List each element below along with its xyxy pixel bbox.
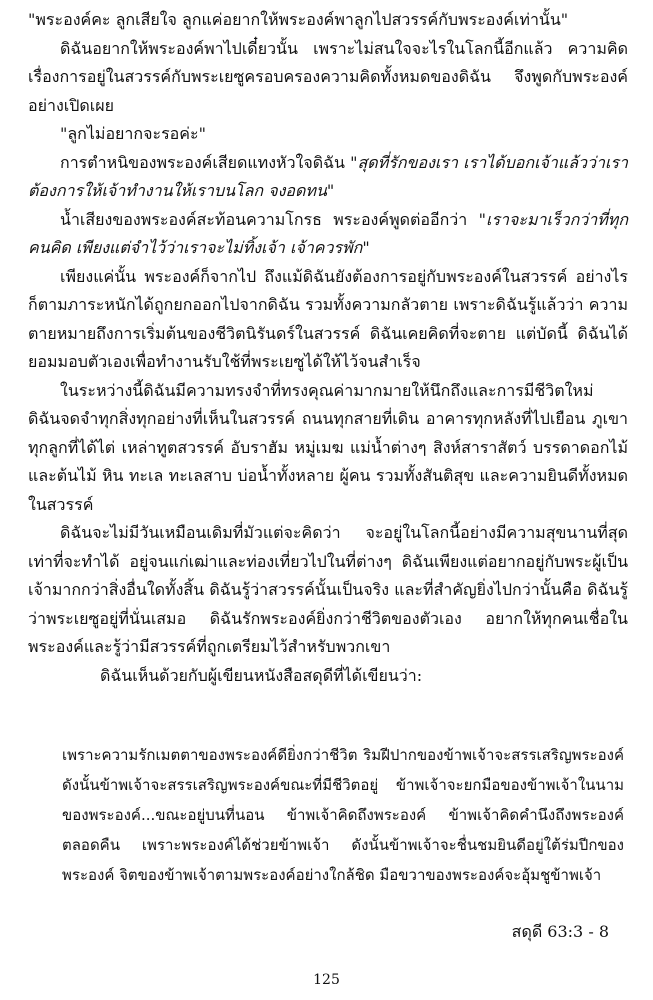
paragraph-4 [28,149,628,206]
paragraph-2: ดิฉันอยากให้พระองค์พาไปเดี๋ยวนั้น เพราะไม่สนใจจะไรในโลกนี้อีกแล้ว ความคิดเรื่องการอยู่ในสวรรค์กับพระเยซูครอบครองความคิดทั้งหมดของดิฉัน จึงพูดกับพระองค์อย่างเปิดเผย [28,38,628,115]
paragraph-3: "ลูกไม่อยากจะรอค่ะ" [60,124,206,143]
paragraph-4-text: การตำหนิของพระองค์เสียดแทงหัวใจดิฉัน [60,152,351,172]
paragraph-8: ดิฉันจะไม่มีวันเหมือนเดิมที่มัวแต่จะคิดว่า จะอยู่ในโลกนี้อย่างมีความสุขนานที่สุดเท่าที่จะทำได้ อยู่จนแก่เฒ่าและท่องเที่ยวไปในที่ต่างๆ ดิฉันเพียงแต่อยากอยู่กับพระผู้เป็นเจ้ามากกว่าสิ่งอื่นใดทั้งสิ้น ดิฉันรู้ว่าสวรรค์นั้นเป็นจริง และที่สำคัญยิ่งไปกว่านั้นคือ ดิฉันรู้ว่าพระเยซูอยู่ที่นั่นเสมอ ดิฉันรักพระองค์ยิ่งกว่าชีวิตของตัวเอง อยากให้ทุกคนเชื่อในพระองค์และรู้ว่ามีสวรรค์ที่ถูกเตรียมไว้สำหรับพวกเขา [28,523,628,656]
paragraph-9: ดิฉันเห็นด้วยกับผู้เขียนหนังสือสดุดีที่ได้เขียนว่า: [100,665,423,685]
paragraph-6: เพียงแค่นั้น พระองค์ก็จากไป ถึงแม้ดิฉันยังต้องการอยู่กับพระองค์ในสวรรค์ อย่างไรก็ตามภาระหนักได้ถูกยกออกไปจากดิฉัน รวมทั้งความกลัวตาย เพราะดิฉันรู้แล้วว่า ความตายหมายถึงการเริ่มต้นของชีวิตนิรันดร์ในสวรรค์ ดิฉันเคยคิดที่จะตาย แต่บัดนี้ ดิฉันได้ยอมมอบตัวเองเพื่อทำงานรับใช้ที่พระเยซูได้ให้ไว้จนสำเร็จ [28,266,628,371]
paragraph-5-text: น้ำเสียงของพระองค์สะท้อนความโกรธ พระองค์พูดต่ออีกว่า [60,209,479,229]
paragraph-7: ในระหว่างนี้ดิฉันมีความทรงจำที่ทรงคุณค่ามากมายให้นึกถึงและการมีชีวิตใหม่ ดิฉันจดจำทุกสิ่งทุกอย่างที่เห็นในสวรรค์ ถนนทุกสายที่เดิน อาคารทุกหลังที่ไปเยือน ภูเขาทุกลูกที่ได้ไต่ เหล่าทูตสวรรค์ อับราฮัม หมู่เมฆ แม่น้ำต่างๆ สิงห์สาราสัตว์ บรรดาดอกไม้และต้นไม้ หิน ทะเล ทะเลสาบ บ่อน้ำทั้งหลาย ผู้คน รวมทั้งสันติสุข และความยินดีทั้งหมดในสวรรค์ [28,380,628,514]
page-number: 125 [313,972,340,988]
scripture-quote-text: เพราะความรักเมตตาของพระองค์ดียิ่งกว่าชีวิต ริมฝีปากของข้าพเจ้าจะสรรเสริญพระองค์ ดังนั้นข้าพเจ้าจะสรรเสริญพระองค์ขณะที่มีชีวิตอยู่ ข้าพเจ้าจะยกมือของข้าพเจ้าในนามของพระองค์...ขณะอยู่บนที่นอน ข้าพเจ้าคิดถึงพระองค์ ข้าพเจ้าคิดคำนึงถึงพระองค์ตลอดคืน เพราะพระองค์ได้ช่วยข้าพเจ้า ดังนั้นข้าพเจ้าจะชื่นชมยินดีอยู่ใต้ร่มปีกของพระองค์ จิตของข้าพเจ้าตามพระองค์อย่างใกล้ชิด มือขวาของพระองค์จะอุ้มชูข้าพเจ้า [62,746,624,884]
paragraph-5-quote: "เราจะมาเร็วกว่าที่ทุกคนคิด เพียงแต่จำไว้ว่าเราจะไม่ทิ้งเจ้า เจ้าควรพัก" [28,209,628,257]
paragraph-5 [28,206,628,263]
scripture-quote [62,740,624,890]
scripture-reference: สดุดี 63:3 - 8 [511,922,609,941]
paragraph-1: "พระองค์คะ ลูกเสียใจ ลูกแค่อยากให้พระองค์พาลูกไปสวรรค์กับพระองค์เท่านั้น" [28,10,569,29]
paragraph-4-quote: "สุดที่รักของเรา เราได้บอกเจ้าแล้วว่าเราต้องการให้เจ้าทำงานให้เราบนโลก จงอดทน" [28,152,629,200]
body-text [28,6,628,690]
